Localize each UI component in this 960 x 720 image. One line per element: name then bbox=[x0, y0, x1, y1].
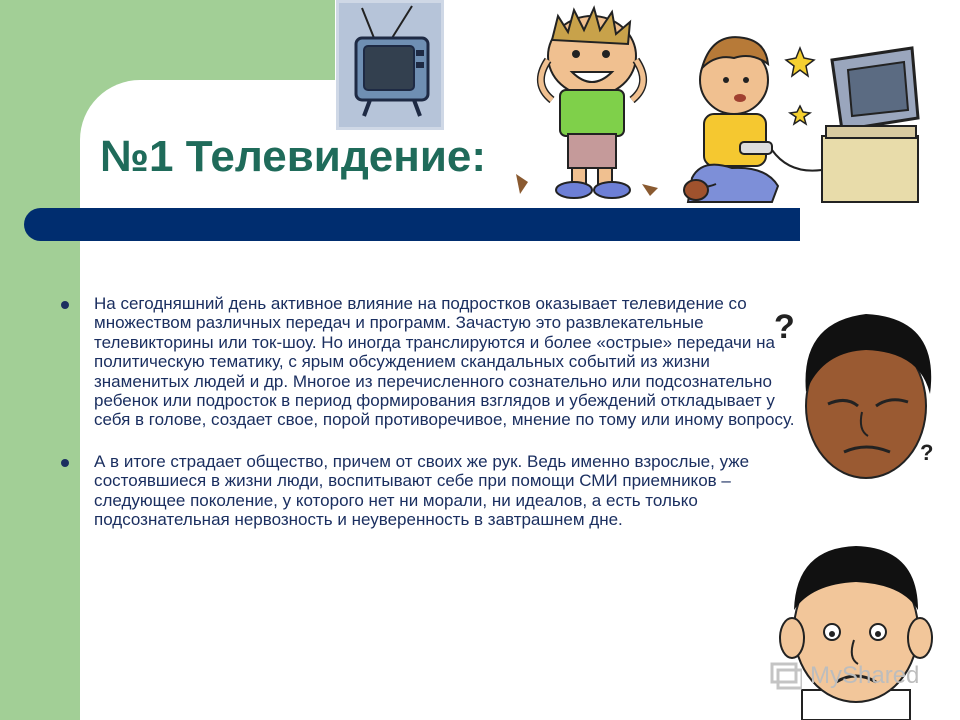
bullet-text: На сегодняшний день активное влияние на подростков оказывает телевидение со множеством различных передач и программ. Зачастую это развлекательные телевикторины или ток-шоу. Но иногда транслируются и более «острые» передачи на политическую тематику, с ярым обсуждением скандальных событий из жизни знаменитых людей и др. Многое из перечисленного сознательно или подсознательно ребенок или подросток в период формирования взглядов и убеждений откладывает у себя в голове, создает свое, порой противоречивое, мнение по тому или иному вопросу. bbox=[94, 294, 795, 430]
bullet-list bbox=[56, 294, 796, 551]
happy-boy-illustration bbox=[512, 4, 672, 206]
title-underline-bar bbox=[24, 208, 800, 241]
watermark bbox=[768, 656, 928, 696]
bullet-item bbox=[56, 452, 796, 530]
svg-text:?: ? bbox=[774, 308, 795, 346]
bullet-text: А в итоге страдает общество, причем от своих же рук. Ведь именно взрослые, уже состоявшиеся в жизни люди, воспитывают себе при помощи СМИ приемников – следующее поколение, у которого нет ни морали, ни идеалов, а есть только подсознательная нервозность и неуверенность в завтрашнем дне. bbox=[94, 451, 750, 530]
slide-title: №1 Телевидение: bbox=[100, 132, 486, 181]
confused-man-illustration bbox=[770, 302, 956, 486]
bullet-dot bbox=[61, 459, 69, 467]
tv-icon bbox=[336, 0, 444, 130]
green-top-band bbox=[0, 0, 335, 80]
bullet-item bbox=[56, 294, 796, 430]
gaming-boy-illustration bbox=[682, 18, 932, 208]
svg-text:?: ? bbox=[920, 440, 934, 465]
watermark-text: MyShared bbox=[810, 662, 920, 689]
bullet-dot bbox=[61, 301, 69, 309]
watermark-logo-icon bbox=[768, 660, 802, 692]
